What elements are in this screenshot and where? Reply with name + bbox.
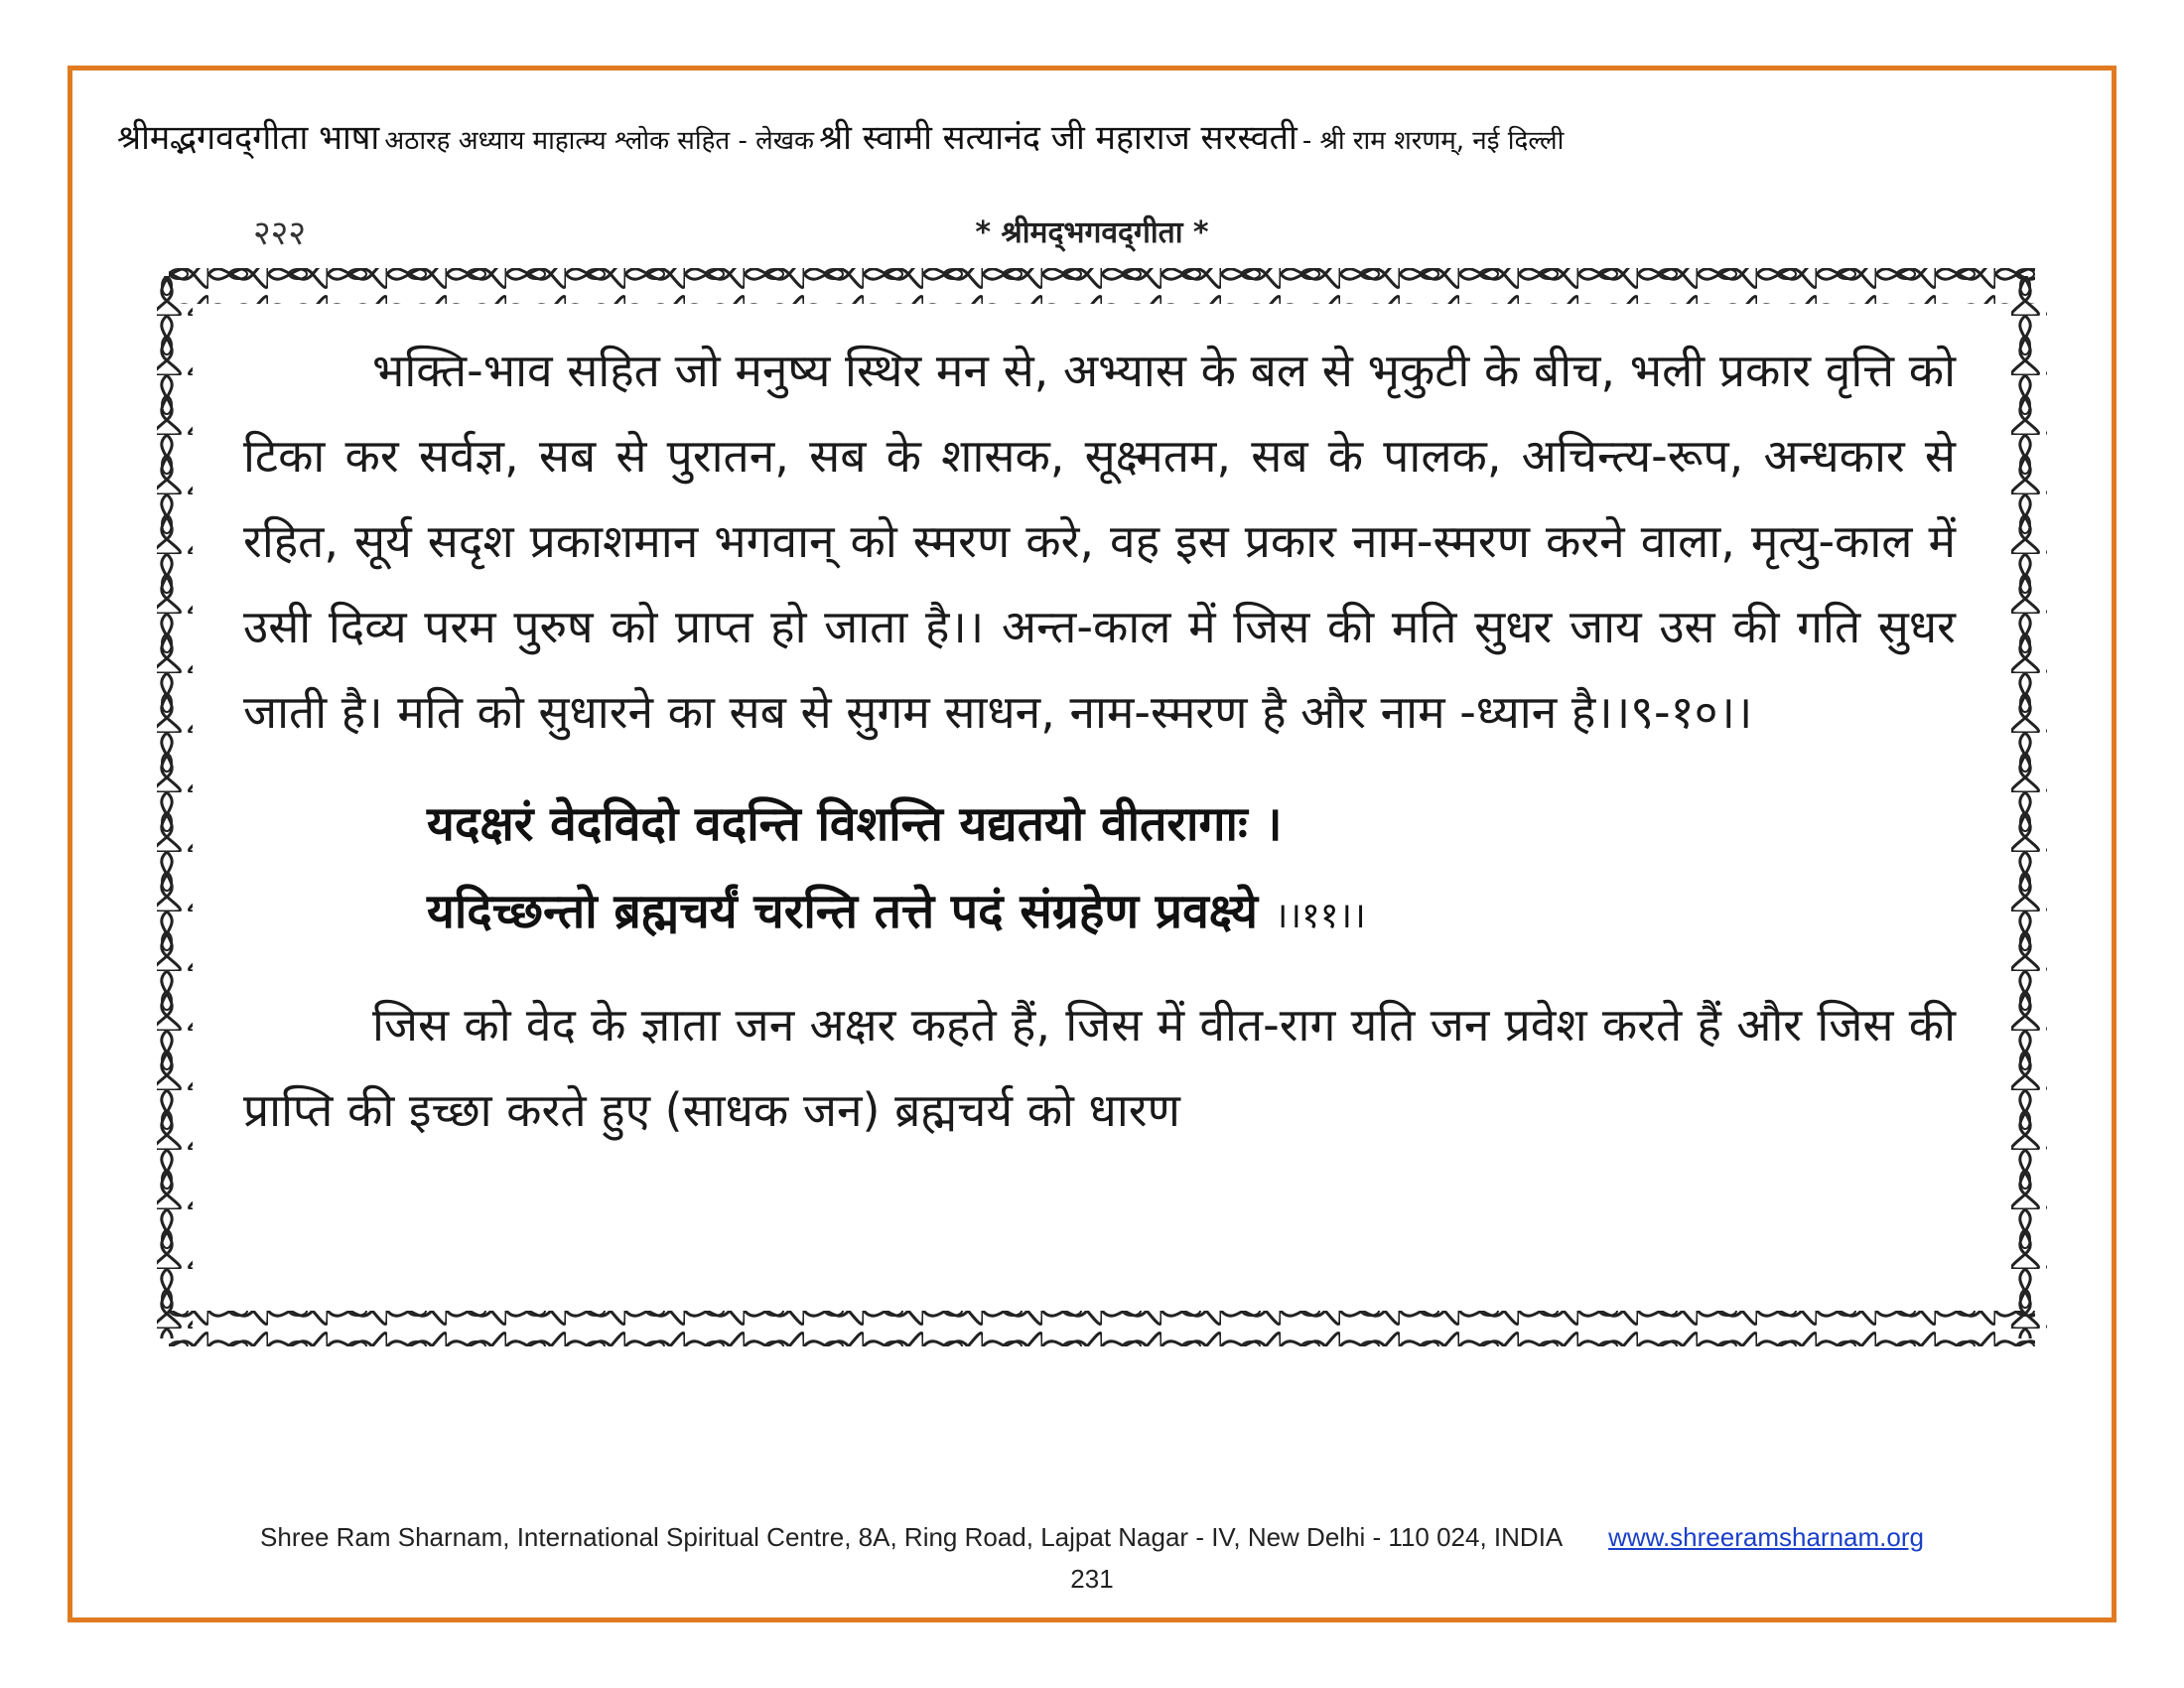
shloka-line-2-text: यदिच्छन्तो ब्रह्मचर्यं चरन्ति तत्ते पदं संग्रहेण प्रवक्ष्ये <box>427 884 1258 939</box>
shloka-verse <box>427 780 1956 960</box>
scan-page-number: २२२ <box>253 213 307 253</box>
footer-address: Shree Ram Sharnam, International Spiritual Centre, 8A, Ring Road, Lajpat Nagar - IV, New Delhi - 110 024, INDIA <box>260 1522 1562 1552</box>
header-subtitle: अठारह अध्याय माहात्म्य श्लोक सहित - लेखक <box>384 126 815 156</box>
scan-text <box>243 328 1956 1153</box>
commentary-paragraph-2: जिस को वेद के ज्ञाता जन अक्षर कहते हैं, जिस में वीत-राग यति जन प्रवेश करते हैं और जिस की प्राप्ति की इच्छा करते हुए (साधक जन) ब्रह्मचर्य को धारण <box>243 998 1956 1137</box>
page-header <box>117 113 2073 159</box>
header-publisher: - श्री राम शरणम्, नई दिल्ली <box>1301 126 1565 156</box>
shloka-line-2 <box>427 868 1956 960</box>
footer <box>0 1522 2184 1553</box>
shloka-line-1: यदक्षरं वेदविदो वदन्ति विशन्ति यद्यतयो वीतरागाः । <box>427 796 1283 852</box>
commentary-paragraph-1: भक्ति-भाव सहित जो मनुष्य स्थिर मन से, अभ्यास के बल से भृकुटी के बीच, भली प्रकार वृत्ति को टिका कर सर्वज्ञ, सब से पुरातन, सब के शासक, सूक्ष्मतम, सब के पालक, अचिन्त्य-रूप, अन्धकार से रहित, सूर्य सदृश प्रकाशमान भगवान् को स्मरण करे, वह इस प्रकार नाम-स्मरण करने वाला, मृत्यु-काल में उसी दिव्य परम पुरुष को प्राप्त हो जाता है।। अन्त-काल में जिस की मति सुधर जाय उस की गति सुधर जाती है। मति को सुधारने का सब से सुगम साधन, नाम-स्मरण है और नाम -ध्यान है।।९-१०।। <box>243 344 1956 739</box>
shloka-number: ।।११।। <box>1274 896 1366 936</box>
running-head: * श्रीमद्‌भगवद्‌गीता * <box>975 215 1209 250</box>
header-title: श्रीमद्भगवद्‌गीता भाषा <box>117 118 380 158</box>
header-author: श्री स्वामी सत्यानंद जी महाराज सरस्वती <box>819 118 1297 158</box>
footer-page-number: 231 <box>1070 1564 1114 1594</box>
footer-website-link[interactable]: www.shreeramsharnam.org <box>1608 1522 1924 1552</box>
